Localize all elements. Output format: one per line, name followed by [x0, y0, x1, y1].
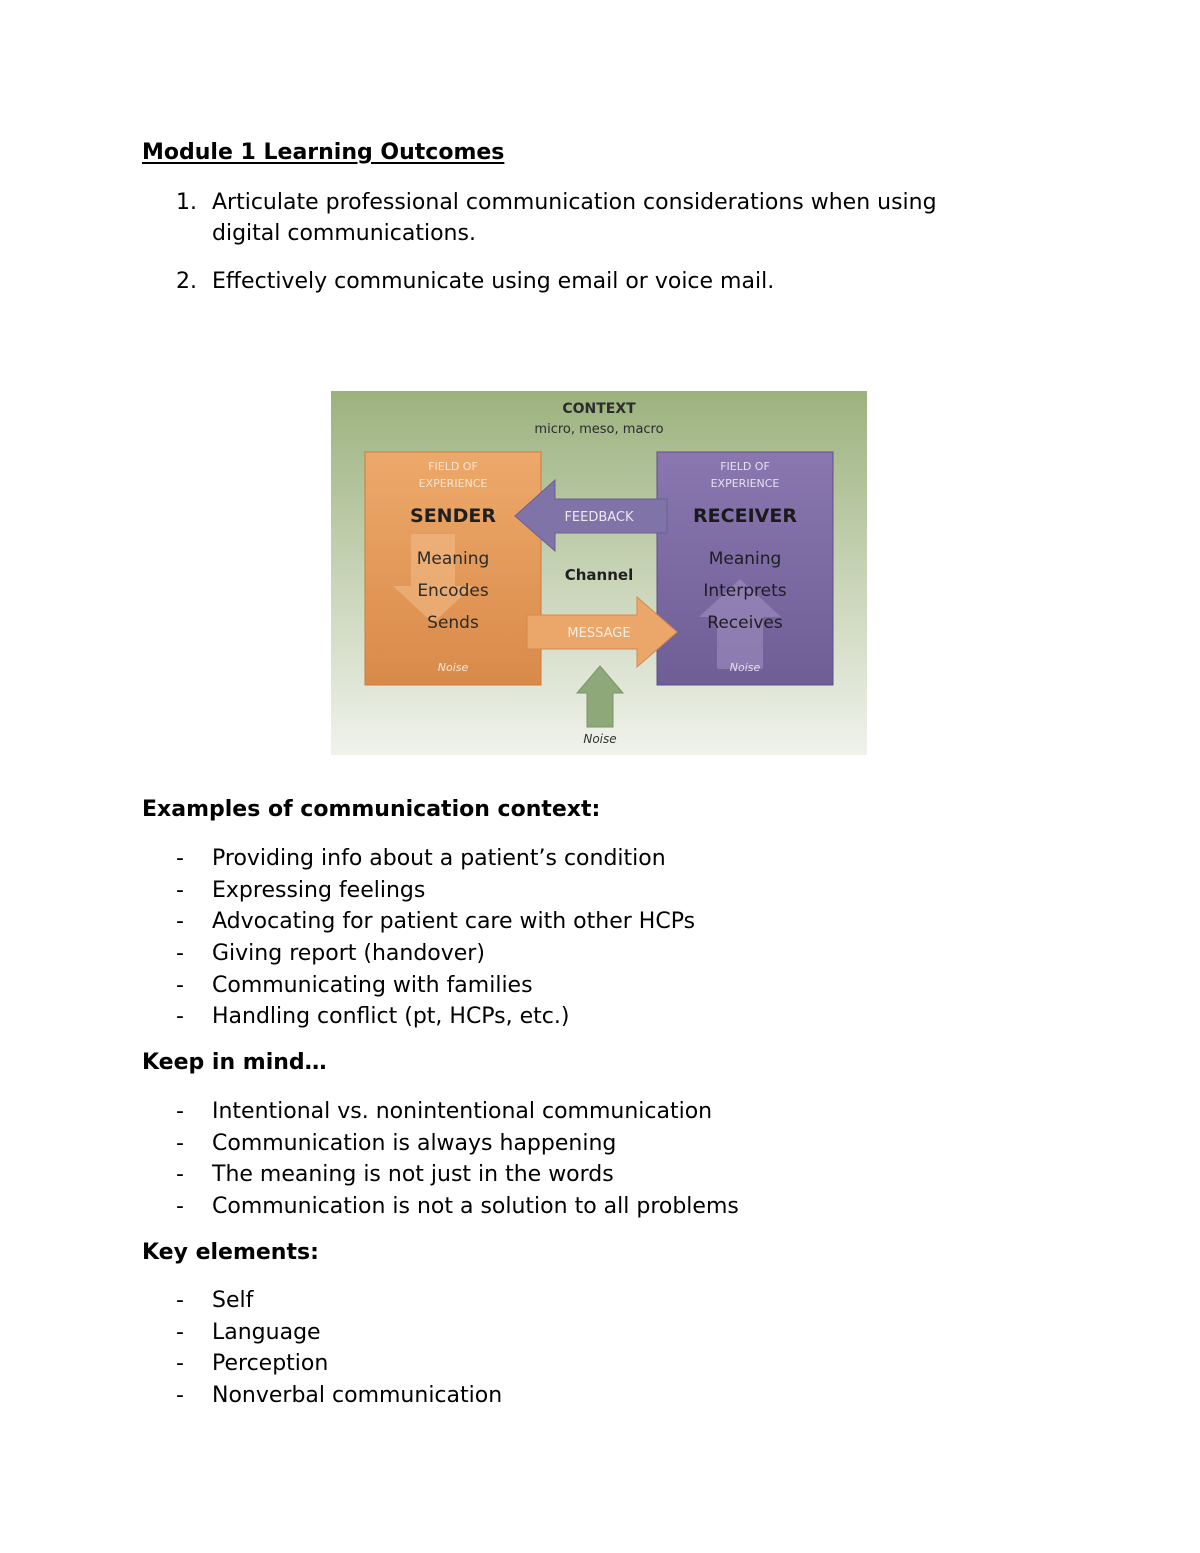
sender-step: Meaning	[416, 549, 490, 569]
sender-step: Encodes	[417, 581, 489, 601]
list-item-text: Intentional vs. nonintentional communication	[212, 1099, 713, 1124]
page-title: Module 1 Learning Outcomes	[142, 140, 505, 165]
outcome-text-line: Effectively communicate using email or voice mail.	[212, 269, 775, 294]
feedback-label: FEEDBACK	[564, 510, 634, 525]
bullet-dash: -	[176, 1351, 184, 1377]
bullet-dash: -	[176, 877, 184, 903]
sender-title: SENDER	[410, 505, 496, 527]
list-item-text: Language	[212, 1319, 321, 1345]
receiver-title: RECEIVER	[693, 505, 797, 527]
sender-step: Sends	[427, 613, 479, 633]
receiver-step: Interprets	[703, 581, 787, 601]
communication-model-diagram	[331, 391, 867, 755]
section-heading-context-examples: Examples of communication context:	[142, 797, 601, 822]
bullet-dash: -	[176, 846, 184, 871]
receiver-step: Meaning	[708, 549, 782, 569]
list-item-text: Communication is not a solution to all problems	[212, 1194, 739, 1220]
context-label: CONTEXT	[562, 401, 636, 417]
bullet-dash: -	[176, 1319, 184, 1345]
sender-field-line1: FIELD OF	[428, 460, 478, 473]
bullet-dash: -	[176, 972, 184, 998]
list-item-text: Communication is always happening	[212, 1130, 617, 1156]
list-item-text: Handling conflict (pt, HCPs, etc.)	[212, 1004, 570, 1030]
bullet-dash: -	[176, 1383, 184, 1409]
bullet-dash: -	[176, 1194, 184, 1220]
bullet-dash: -	[176, 1004, 184, 1030]
list-item-text: Nonverbal communication	[212, 1383, 503, 1409]
receiver-field-line1: FIELD OF	[720, 460, 770, 473]
outcome-text-line: digital communications.	[212, 221, 476, 246]
receiver-step: Receives	[707, 613, 783, 633]
outcome-text-line: Articulate professional communication considerations when using	[212, 190, 937, 215]
sender-field-line2: EXPERIENCE	[418, 477, 488, 490]
bullet-dash: -	[176, 909, 184, 935]
sender-noise: Noise	[437, 661, 469, 674]
outcome-number: 2.	[176, 269, 197, 294]
section-heading-key-elements: Key elements:	[142, 1240, 319, 1265]
bullet-dash: -	[176, 1288, 184, 1313]
list-item-text: Providing info about a patient’s condition	[212, 846, 666, 871]
list-item-text: The meaning is not just in the words	[212, 1162, 614, 1188]
bullet-dash: -	[176, 1099, 184, 1124]
receiver-noise: Noise	[729, 661, 761, 674]
context-sublabel: micro, meso, macro	[534, 422, 664, 437]
bullet-dash: -	[176, 1130, 184, 1156]
bullet-dash: -	[176, 941, 184, 967]
channel-label: Channel	[564, 566, 634, 584]
bullet-dash: -	[176, 1162, 184, 1188]
list-item-text: Expressing feelings	[212, 877, 426, 903]
list-item-text: Perception	[212, 1351, 329, 1377]
list-item-text: Communicating with families	[212, 972, 533, 998]
section-heading-keep-in-mind: Keep in mind…	[142, 1050, 327, 1075]
outcome-number: 1.	[176, 190, 197, 215]
list-item-text: Advocating for patient care with other HCPs	[212, 909, 696, 935]
message-label: MESSAGE	[567, 626, 631, 641]
noise-label: Noise	[583, 732, 617, 746]
list-item-text: Self	[212, 1288, 254, 1313]
receiver-field-line2: EXPERIENCE	[710, 477, 780, 490]
list-item-text: Giving report (handover)	[212, 941, 485, 967]
